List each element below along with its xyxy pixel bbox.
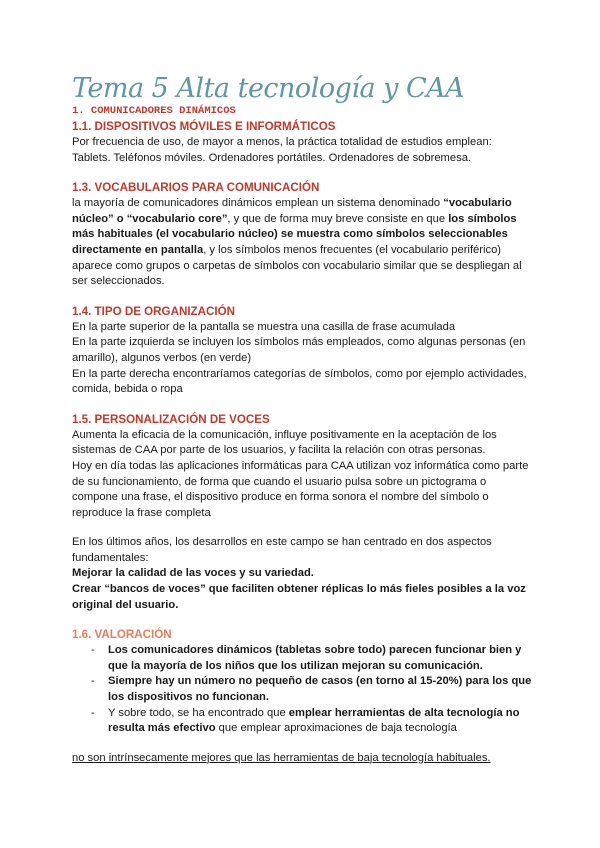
heading-1-5: 1.5. PERSONALIZACIÓN DE VOCES <box>72 412 270 426</box>
list-item: - Y sobre todo, se ha encontrado que emplear herramientas de alta tecnología no resulta más efectivo que emplear aproximaciones de baja tecnología <box>91 706 520 735</box>
paragraph-1-5-b: Hoy en día todas las aplicaciones informáticas para CAA utilizan voz informática como parte de su funcionamiento, de forma que cuando el usuario pulsa sobre un pictograma o compone una frase, el dispositivo produce en forma sonora el nombre del símbolo o reproduce la frase completa <box>72 459 529 519</box>
page-title: Tema 5 Alta tecnología y CAA <box>72 73 465 104</box>
heading-1-4: 1.4. TIPO DE ORGANIZACIÓN <box>72 304 235 318</box>
paragraph-1-4-line-1: En la parte superior de la pantalla se muestra una casilla de frase acumulada <box>72 320 456 333</box>
paragraph-1-5-c: En los últimos años, los desarrollos en este campo se han centrado en dos aspectos fundamentales: <box>72 536 492 564</box>
closing-statement: no son intrínsecamente mejores que las herramientas de baja tecnología habituales. <box>72 751 491 764</box>
heading-1-3: 1.3. VOCABULARIOS PARA COMUNICACIÓN <box>72 181 320 195</box>
paragraph-1-5-a: Aumenta la eficacia de la comunicación, influye positivamente en la aceptación de los sistemas de CAA por parte de los usuarios, y facilita la relación con otras personas. <box>72 428 497 457</box>
list-item: - Siempre hay un número no pequeño de casos (en torno al 15-20%) para los que los dispositivos no funcionan. <box>91 675 532 704</box>
paragraph-1-5-d: Mejorar la calidad de las voces y su variedad. <box>72 567 314 580</box>
section-heading-comunicadores: 1. COMUNICADORES DINÁMICOS <box>72 105 236 117</box>
paragraph-1-1-line-1: Por frecuencia de uso, de mayor a menos, la práctica totalidad de estudios emplean: <box>72 136 492 148</box>
valoracion-list <box>72 643 532 737</box>
heading-1-6: 1.6. VALORACIÓN <box>72 628 172 642</box>
document-body <box>72 104 532 766</box>
paragraph-1-3: la mayoría de comunicadores dinámicos emplean un sistema denominado “vocabulario núcleo” o “vocabulario core”, y que de forma muy breve consiste en que los símbolos más habituales (el vocabulario núcleo) se muestra como símbolos seleccionables directamente en pantalla, y los símbolos menos frecuentes (el vocabulario periférico) aparece como grupos o carpetas de símbolos con vocabulario similar que se despliegan al ser seleccionados. <box>72 197 522 288</box>
heading-1-1: 1.1. DISPOSITIVOS MÓVILES E INFORMÁTICOS <box>72 120 336 133</box>
paragraph-1-1-line-2: Tablets. Teléfonos móviles. Ordenadores portátiles. Ordenadores de sobremesa. <box>72 151 472 164</box>
paragraph-1-5-e: Crear “bancos de voces” que faciliten obtener réplicas lo más fieles posibles a la voz original del usuario. <box>72 583 526 611</box>
list-item: - Los comunicadores dinámicos (tabletas sobre todo) parecen funcionar bien y que la mayoría de los niños que los utilizan mejoran su comunicación. <box>91 644 522 672</box>
paragraph-1-4-line-2: En la parte izquierda se incluyen los símbolos más empleados, como algunas personas (en amarillo), algunos verbos (en verde) <box>72 336 526 364</box>
paragraph-1-4-line-3: En la parte derecha encontraríamos categorías de símbolos, como por ejemplo actividades, comida, bebida o ropa <box>72 367 527 396</box>
